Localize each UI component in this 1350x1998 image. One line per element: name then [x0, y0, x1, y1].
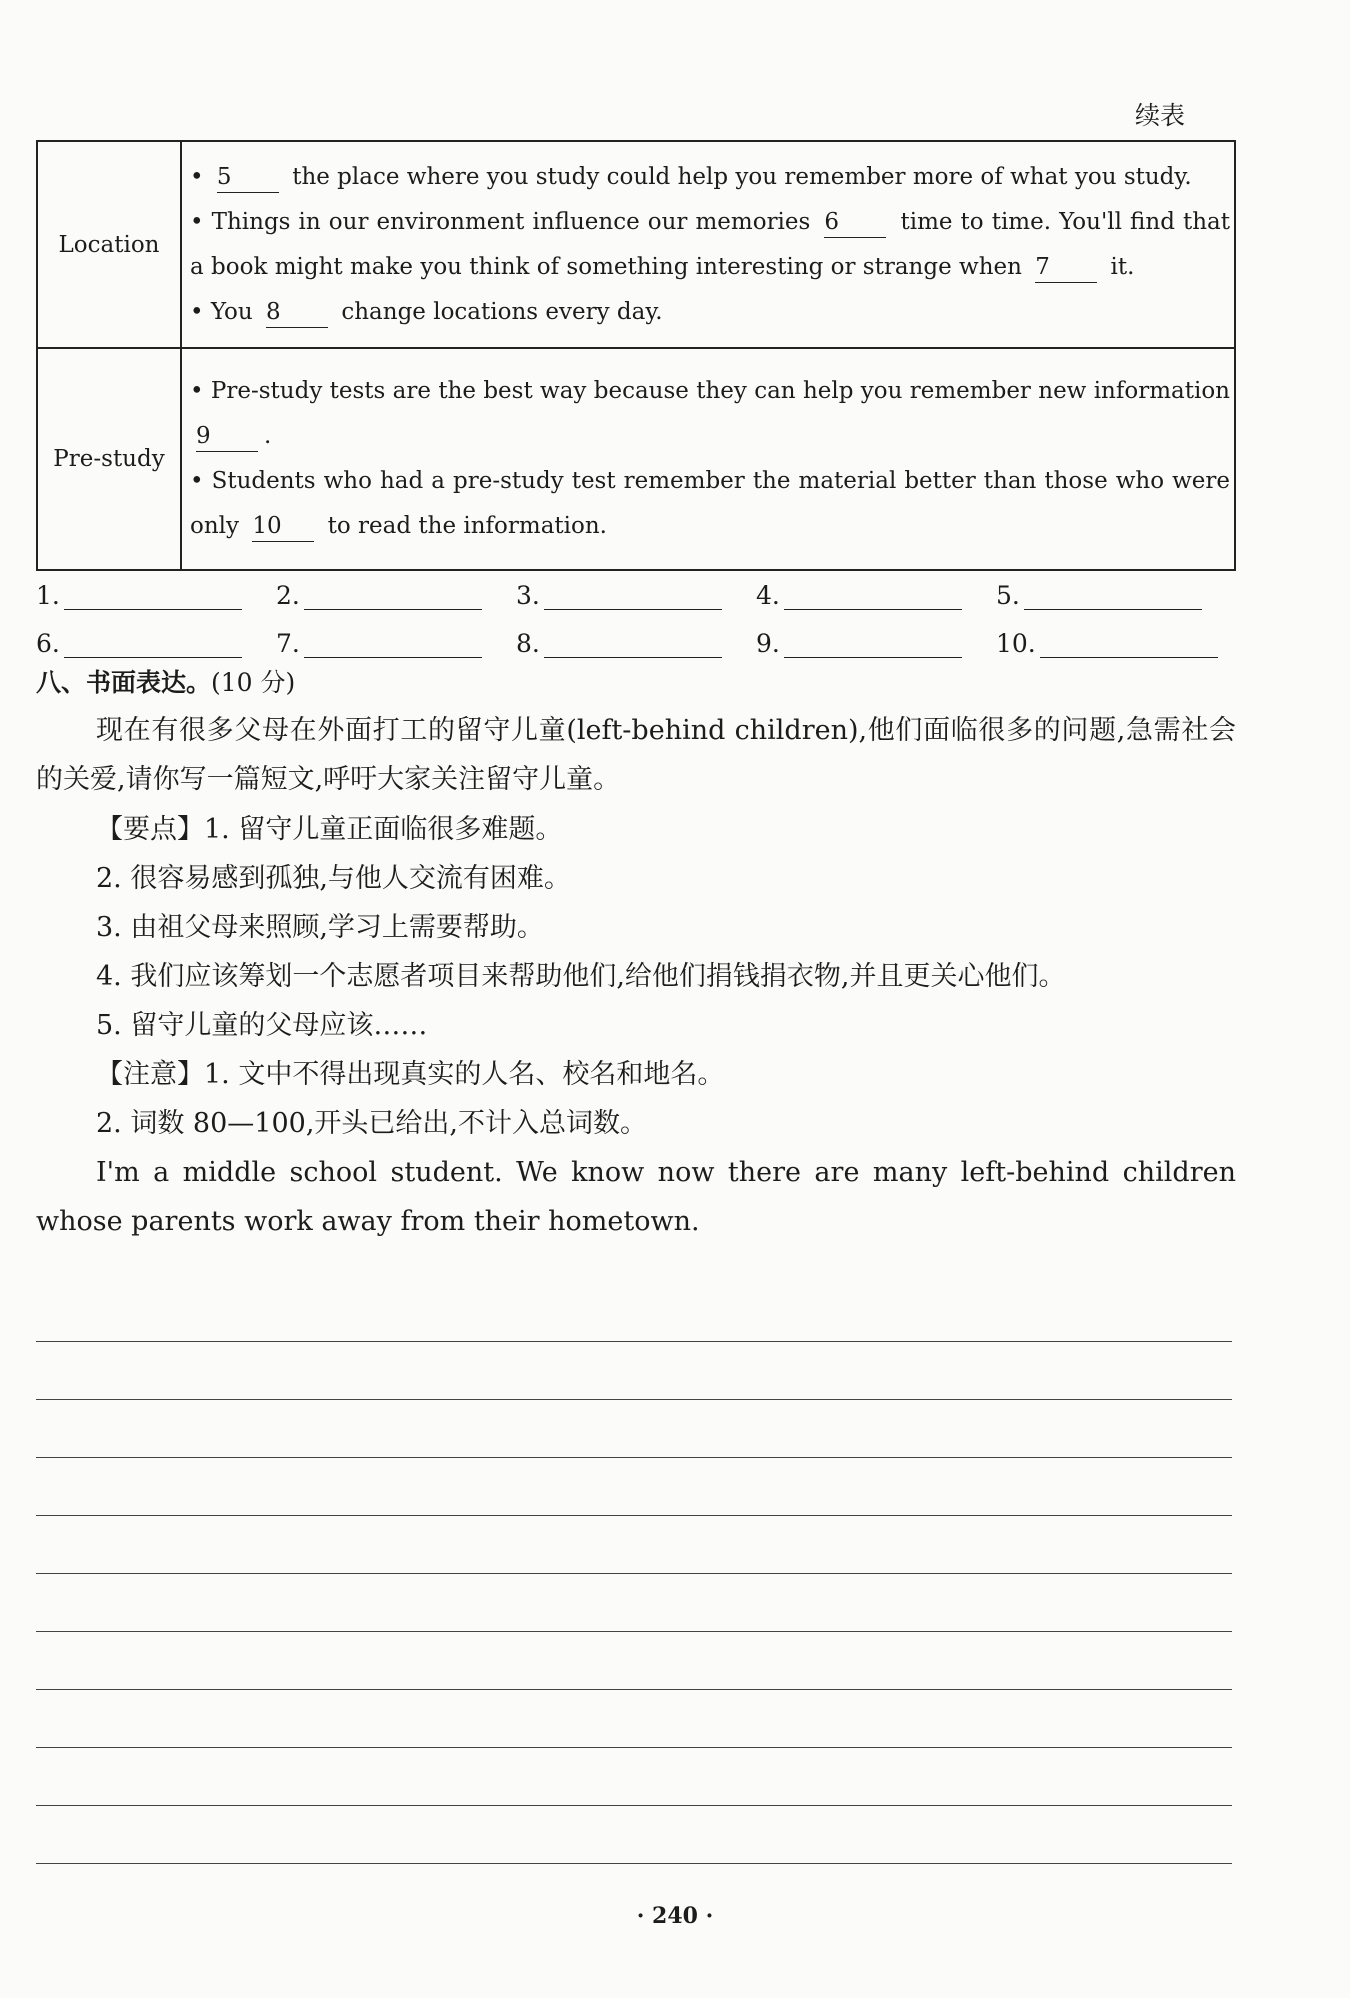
list-item: 【要点】1. 留守儿童正面临很多难题。	[96, 814, 563, 845]
list-item: 2. 词数 80—100,开头已给出,不计入总词数。	[96, 1108, 647, 1139]
list-item: 【注意】1. 文中不得出现真实的人名、校名和地名。	[96, 1059, 725, 1090]
table-item: • Students who had a pre-study test remember the material better than those who were only 10 to read the information.	[190, 459, 1230, 549]
section-heading: 八、书面表达。(10 分)	[36, 668, 296, 697]
answer-slot[interactable]: 10.	[996, 629, 1236, 658]
section-score: (10 分)	[211, 668, 296, 697]
writing-line[interactable]	[36, 1748, 1232, 1806]
answer-slot[interactable]: 8.	[516, 629, 756, 658]
table-row	[37, 141, 1235, 348]
row-label-location: Location	[37, 141, 181, 348]
table-item: • 5 the place where you study could help you remember more of what you study.	[190, 155, 1230, 200]
continued-label: 续表	[1134, 101, 1185, 130]
writing-line[interactable]	[36, 1458, 1232, 1516]
page-number: · 240 ·	[636, 1903, 714, 1929]
list-item: 2. 很容易感到孤独,与他人交流有困难。	[96, 863, 571, 894]
answer-line[interactable]	[304, 581, 482, 610]
writing-prompt-points	[96, 805, 1236, 1148]
answer-slot[interactable]: 3.	[516, 581, 756, 610]
writing-line[interactable]	[36, 1342, 1232, 1400]
essay-starter: I'm a middle school student. We know now there are many left-behind children whose parents work away from their hometown.	[36, 1157, 1236, 1237]
answer-slot[interactable]: 2.	[276, 581, 516, 610]
writing-line[interactable]	[36, 1690, 1232, 1748]
answer-slot[interactable]: 5.	[996, 581, 1236, 610]
writing-line[interactable]	[36, 1574, 1232, 1632]
answer-row-1	[36, 562, 1236, 610]
blank-10[interactable]: 10	[252, 511, 314, 542]
blank-8[interactable]: 8	[266, 297, 328, 328]
list-item: 4. 我们应该筹划一个志愿者项目来帮助他们,给他们捐钱捐衣物,并且更关心他们。	[96, 961, 1066, 992]
answer-line[interactable]	[64, 629, 242, 658]
blank-5[interactable]: 5	[217, 162, 279, 193]
answer-slot[interactable]: 1.	[36, 581, 276, 610]
writing-line[interactable]	[36, 1284, 1232, 1342]
answer-line[interactable]	[784, 581, 962, 610]
blank-7[interactable]: 7	[1035, 252, 1097, 283]
answer-slot[interactable]: 4.	[756, 581, 996, 610]
table-item: • Things in our environment influence our memories 6 time to time. You'll find that a book might make you think of something interesting or strange when 7 it.	[190, 200, 1230, 290]
writing-line[interactable]	[36, 1516, 1232, 1574]
answer-row-2	[36, 610, 1236, 658]
row-content-prestudy	[181, 348, 1235, 570]
answer-line[interactable]	[784, 629, 962, 658]
writing-area[interactable]	[36, 1284, 1232, 1864]
table-item: • You 8 change locations every day.	[190, 290, 1230, 335]
row-content-location	[181, 141, 1235, 348]
answer-line[interactable]	[544, 629, 722, 658]
answer-slot[interactable]: 6.	[36, 629, 276, 658]
answer-line[interactable]	[544, 581, 722, 610]
answer-slot[interactable]: 9.	[756, 629, 996, 658]
writing-prompt-intro: 现在有很多父母在外面打工的留守儿童(left-behind children),他们面临很多的问题,急需社会的关爱,请你写一篇短文,呼吁大家关注留守儿童。	[36, 715, 1236, 795]
writing-line[interactable]	[36, 1806, 1232, 1864]
answer-line[interactable]	[64, 581, 242, 610]
answer-slot[interactable]: 7.	[276, 629, 516, 658]
row-label-prestudy: Pre-study	[37, 348, 181, 570]
memory-tips-table	[36, 140, 1236, 571]
answer-line[interactable]	[1040, 629, 1218, 658]
list-item: 3. 由祖父母来照顾,学习上需要帮助。	[96, 912, 544, 943]
list-item: 5. 留守儿童的父母应该……	[96, 1010, 428, 1041]
answer-line[interactable]	[304, 629, 482, 658]
answer-lines	[36, 562, 1236, 658]
table-row	[37, 348, 1235, 570]
writing-line[interactable]	[36, 1632, 1232, 1690]
table-item: • Pre-study tests are the best way because they can help you remember new information 9 .	[190, 369, 1230, 459]
blank-6[interactable]: 6	[824, 207, 886, 238]
blank-9[interactable]: 9	[196, 421, 258, 452]
answer-line[interactable]	[1024, 581, 1202, 610]
writing-line[interactable]	[36, 1400, 1232, 1458]
